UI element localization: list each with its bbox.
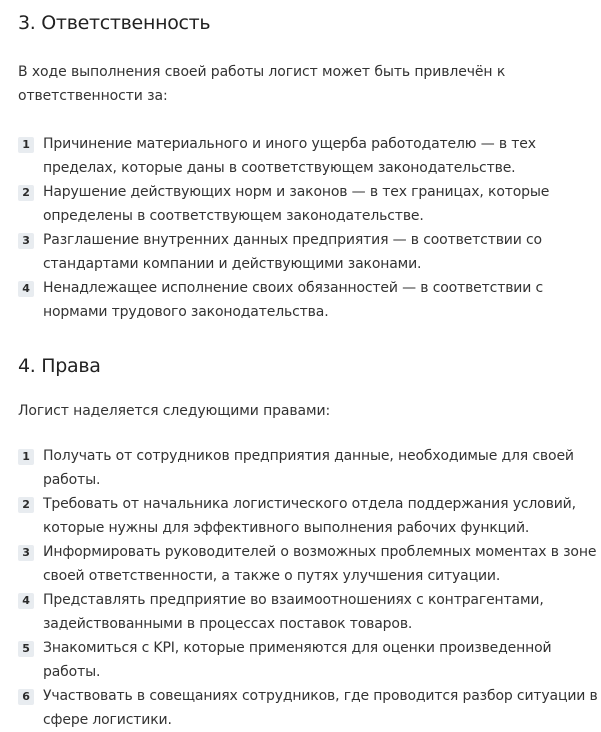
item-text: Ненадлежащее исполнение своих обязанностей — в соответствии с нормами трудового законодательства.	[43, 280, 544, 320]
item-text: Разглашение внутренних данных предприятия — в соответствии со стандартами компании и действующими законами.	[43, 232, 542, 272]
item-text: Нарушение действующих норм и законов — в тех границах, которые определены в соответствующем законодательстве.	[43, 184, 550, 224]
item-number-badge: 4	[18, 281, 34, 297]
section-intro-rights: Логист наделяется следующими правами:	[18, 403, 331, 419]
list-item	[18, 444, 601, 492]
list-item	[18, 276, 601, 324]
item-text: Представлять предприятие во взаимоотношениях с контрагентами, задействованными в процессах поставок товаров.	[43, 592, 544, 632]
item-text: Получать от сотрудников предприятия данные, необходимые для своей работы.	[43, 448, 574, 488]
section-title-responsibility: 3. Ответственность	[18, 12, 211, 34]
item-text: Требовать от начальника логистического отдела поддержания условий, которые нужны для эффективного выполнения рабочих функций.	[43, 496, 576, 536]
item-number-badge: 6	[18, 689, 34, 705]
item-text: Знакомиться с KPI, которые применяются для оценки произведенной работы.	[43, 640, 552, 680]
list-item	[18, 540, 601, 588]
item-number-badge: 4	[18, 593, 34, 609]
document-page	[0, 7, 601, 728]
item-number-badge: 1	[18, 137, 34, 153]
list-item	[18, 588, 601, 636]
item-number-badge: 3	[18, 545, 34, 561]
list-item	[18, 492, 601, 540]
list-item	[18, 636, 601, 684]
item-number-badge: 3	[18, 233, 34, 249]
item-text: Участвовать в совещаниях сотрудников, где проводится разбор ситуации в сфере логистики.	[43, 688, 598, 728]
item-number-badge: 5	[18, 641, 34, 657]
item-number-badge: 2	[18, 497, 34, 513]
responsibility-list	[18, 132, 601, 324]
rights-list	[18, 444, 601, 732]
section-title-rights: 4. Права	[18, 355, 101, 377]
list-item	[18, 132, 601, 180]
item-text: Причинение материального и иного ущерба работодателю — в тех пределах, которые даны в соответствующем законодательстве.	[43, 136, 536, 176]
list-item	[18, 684, 601, 732]
list-item	[18, 180, 601, 228]
item-number-badge: 2	[18, 185, 34, 201]
item-number-badge: 1	[18, 449, 34, 465]
list-item	[18, 228, 601, 276]
section-intro-responsibility: В ходе выполнения своей работы логист может быть привлечён к ответственности за:	[18, 64, 506, 104]
item-text: Информировать руководителей о возможных проблемных моментах в зоне своей ответственности, а также о путях улучшения ситуации.	[43, 544, 597, 584]
